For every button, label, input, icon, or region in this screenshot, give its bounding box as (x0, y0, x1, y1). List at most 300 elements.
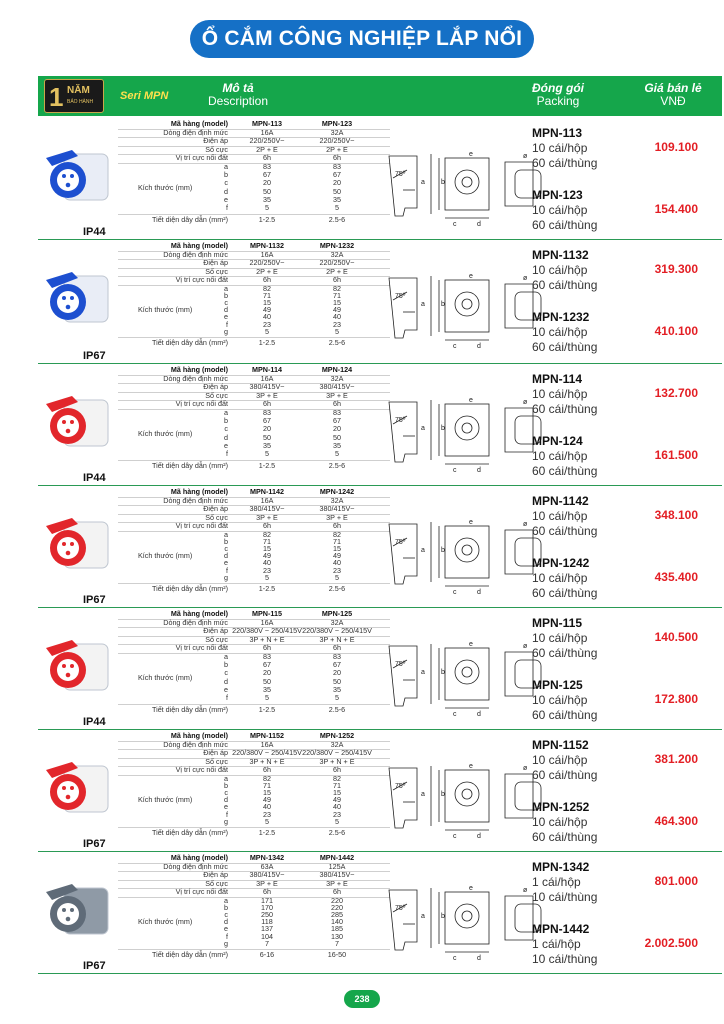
spec-value: 125A (328, 861, 346, 871)
spec-label: Điện áp (203, 748, 228, 758)
svg-text:d: d (477, 711, 481, 718)
spec-value: MPN-124 (321, 365, 353, 374)
model-code: MPN-1132 (532, 248, 589, 262)
svg-text:a: a (421, 791, 425, 798)
packing-box: 10 cái/hộp (532, 141, 588, 155)
model-code: MPN-113 (532, 126, 583, 140)
spec-row (118, 392, 390, 401)
dimension-value: 5 (265, 449, 269, 458)
dimension-value: 7 (335, 938, 339, 948)
spec-label: Vị trí cực nối đất (175, 887, 228, 897)
wire-value: 2.5-6 (328, 337, 346, 347)
dimension-value: 5 (265, 203, 269, 212)
packing-box: 1 cái/hộp (532, 937, 581, 951)
retail-price: 140.500 (654, 630, 698, 644)
svg-text:b: b (441, 179, 445, 186)
dimension-letter: b (224, 903, 228, 913)
dimension-value: 49 (263, 795, 271, 805)
spec-value: 220/380V ~ 250/415V (232, 626, 302, 636)
spec-row (118, 880, 390, 889)
ip-rating: IP67 (83, 960, 106, 972)
spec-label: Điện áp (203, 136, 228, 146)
dimension-value: 67 (333, 660, 341, 670)
warranty-badge (44, 79, 104, 113)
ip-rating: IP67 (83, 350, 106, 362)
dimension-letter: d (224, 186, 228, 196)
dimension-value: 71 (333, 291, 341, 301)
spec-row (118, 383, 390, 392)
dimension-letter: f (226, 565, 228, 575)
wire-value: 2.5-6 (328, 215, 346, 225)
spec-value: 220/250V~ (319, 136, 355, 146)
spec-header-row (118, 366, 390, 375)
spec-value: 6h (263, 521, 271, 531)
dimension-letter: e (224, 924, 228, 934)
spec-label: Vị trí cực nối đất (175, 521, 228, 531)
spec-value: 3P + E (256, 878, 278, 888)
dimension-letter: g (224, 938, 228, 948)
dimension-value: 171 (261, 896, 273, 905)
product-section (38, 364, 722, 486)
spec-label: Điện áp (203, 258, 228, 268)
svg-text:e: e (469, 519, 473, 526)
size-label: Kích thước (mm) (138, 304, 193, 314)
spec-value: 220/250V~ (249, 258, 285, 268)
retail-price: 154.400 (654, 202, 698, 216)
retail-price: 435.400 (654, 570, 698, 584)
dimension-value: 35 (263, 684, 271, 694)
svg-text:b: b (441, 791, 445, 798)
dimension-letter: f (226, 931, 228, 941)
wire-value: 1-2.5 (258, 215, 276, 225)
spec-label: Số cực (205, 266, 228, 276)
spec-value: 3P + N + E (319, 634, 355, 644)
packing-box: 10 cái/hộp (532, 571, 588, 585)
spec-value: 16A (260, 617, 274, 627)
dimension-value: 50 (333, 432, 341, 442)
wire-label: Tiết diện dây dẫn (mm²) (151, 827, 228, 837)
spec-value: MPN-1252 (319, 731, 355, 740)
spec-row (118, 766, 390, 775)
product-section (38, 608, 722, 730)
svg-text:e: e (469, 641, 473, 648)
packing-box: 10 cái/hộp (532, 387, 588, 401)
size-label: Kích thước (mm) (138, 672, 193, 682)
wire-value: 1-2.5 (258, 705, 276, 715)
dimension-value: 5 (335, 449, 339, 458)
spec-value: 6h (333, 643, 341, 653)
svg-text:c: c (453, 343, 457, 350)
spec-value: 6h (263, 153, 271, 163)
spec-value: MPN-1132 (250, 241, 284, 250)
svg-text:e: e (469, 397, 473, 404)
svg-text:b: b (441, 425, 445, 432)
spec-value: 32A (330, 249, 344, 259)
svg-text:ø: ø (523, 399, 528, 406)
dimension-value: 40 (333, 802, 341, 812)
spec-header-row (118, 854, 390, 863)
spec-label: Vị trí cực nối đất (175, 399, 228, 409)
model-code: MPN-123 (532, 188, 583, 202)
model-code: MPN-125 (532, 678, 583, 692)
spec-label: Điện áp (203, 382, 228, 392)
spec-row (118, 259, 390, 268)
spec-value: 380/415V~ (249, 382, 285, 392)
svg-text:ø: ø (523, 153, 528, 160)
spec-value: 32A (330, 373, 344, 383)
spec-label: Điện áp (203, 504, 228, 514)
dimension-value: 82 (333, 284, 341, 293)
packing-box: 10 cái/hộp (532, 263, 588, 277)
ip-rating: IP44 (83, 716, 106, 728)
dimension-value: 71 (333, 537, 341, 547)
dimension-value: 82 (263, 530, 271, 539)
packing-carton: 60 cái/thùng (532, 464, 598, 478)
svg-text:75º: 75º (395, 783, 406, 790)
dimension-letter: e (224, 440, 228, 450)
svg-text:d: d (477, 467, 481, 474)
spec-value: 6h (333, 887, 341, 897)
svg-text:c: c (453, 955, 457, 962)
spec-value: 16A (260, 373, 274, 383)
dimension-letter: b (224, 781, 228, 791)
packing-carton: 10 cái/thùng (532, 890, 598, 904)
spec-label: Số cực (205, 512, 228, 522)
dimension-value: 23 (263, 809, 271, 819)
model-code: MPN-1342 (532, 860, 590, 874)
retail-price: 172.800 (654, 692, 698, 706)
dimension-value: 50 (263, 186, 271, 196)
spec-value: 3P + N + E (249, 634, 285, 644)
packing-carton: 60 cái/thùng (532, 524, 598, 538)
svg-text:d: d (477, 343, 481, 350)
packing-box: 1 cái/hộp (532, 875, 581, 889)
size-label: Kích thước (mm) (138, 182, 193, 192)
page-number: 238 (344, 990, 380, 1008)
packing-box: 10 cái/hộp (532, 449, 588, 463)
svg-text:e: e (469, 763, 473, 770)
model-code: MPN-1142 (532, 494, 589, 508)
retail-price: 381.200 (654, 752, 698, 766)
spec-label: Số cực (205, 390, 228, 400)
packing-box: 10 cái/hộp (532, 693, 588, 707)
dimension-value: 67 (333, 170, 341, 180)
spec-value: 220/380V ~ 250/415V (232, 748, 302, 758)
spec-value: 6h (263, 643, 271, 653)
spec-value: 380/415V~ (249, 504, 285, 514)
retail-price: 132.700 (654, 386, 698, 400)
dimension-value: 50 (263, 676, 271, 686)
packing-carton: 60 cái/thùng (532, 278, 598, 292)
spec-row (118, 871, 390, 880)
spec-value: MPN-125 (321, 609, 353, 618)
spec-value: 2P + E (256, 266, 278, 276)
dimension-value: 5 (335, 326, 339, 336)
spec-value: MPN-123 (321, 119, 353, 128)
dimension-value: 71 (263, 291, 271, 301)
ip-rating: IP67 (83, 594, 106, 606)
dimension-value: 40 (263, 802, 271, 812)
spec-value: 380/415V~ (319, 870, 355, 880)
wire-label: Tiết diện dây dẫn (mm²) (151, 583, 228, 593)
dimension-value: 20 (263, 178, 271, 188)
dimension-value: 15 (263, 544, 271, 554)
size-label: Kích thước (mm) (138, 794, 193, 804)
spec-value: 3P + N + E (319, 756, 355, 766)
dimension-value: 15 (333, 544, 341, 554)
spec-row (118, 276, 390, 285)
dimension-value: 49 (333, 795, 341, 805)
spec-label: Số cực (205, 144, 228, 154)
dimension-value: 35 (333, 194, 341, 204)
spec-value: 16A (260, 495, 274, 505)
spec-value: 6h (333, 399, 341, 409)
spec-value: MPN-1232 (319, 241, 355, 250)
spec-label: Dòng điện định mức (163, 617, 228, 627)
svg-text:a: a (421, 669, 425, 676)
dimension-value: 220 (331, 903, 343, 913)
dimension-value: 220 (331, 896, 343, 905)
svg-text:b: b (441, 547, 445, 554)
spec-row (118, 400, 390, 409)
dimension-value: 20 (263, 424, 271, 434)
product-image (38, 258, 116, 336)
spec-value: MPN-115 (252, 609, 282, 618)
retail-price: 319.300 (654, 262, 698, 276)
product-image (38, 136, 116, 214)
svg-text:d: d (477, 221, 481, 228)
dimension-value: 67 (263, 170, 271, 180)
spec-value: 32A (330, 739, 344, 749)
model-code: MPN-1232 (532, 310, 590, 324)
spec-value: 2P + E (326, 144, 348, 154)
wire-label: Tiết diện dây dẫn (mm²) (151, 705, 228, 715)
dimension-letter: d (224, 795, 228, 805)
spec-row (118, 644, 390, 653)
dimension-value: 185 (331, 924, 343, 934)
svg-text:e: e (469, 273, 473, 280)
svg-text:a: a (421, 913, 425, 920)
badge-word: NĂM (67, 85, 90, 96)
wire-label: Tiết diện dây dẫn (mm²) (151, 461, 228, 471)
spec-value: 3P + E (256, 512, 278, 522)
dimension-value: 40 (263, 312, 271, 322)
spec-label: Mã hàng (model) (170, 853, 228, 862)
spec-value: 2P + E (256, 144, 278, 154)
packing-carton: 60 cái/thùng (532, 402, 598, 416)
spec-label: Số cực (205, 634, 228, 644)
page-title: Ổ CẮM CÔNG NGHIỆP LẮP NỔI (190, 20, 534, 58)
spec-value: 380/415V~ (319, 504, 355, 514)
retail-price: 464.300 (654, 814, 698, 828)
spec-table (118, 120, 390, 238)
spec-label: Mã hàng (model) (170, 609, 228, 618)
dimension-letter: a (224, 284, 228, 293)
dimension-letter: e (224, 194, 228, 204)
spec-row (118, 888, 390, 897)
svg-text:d: d (477, 589, 481, 596)
dimension-value: 170 (261, 903, 273, 913)
spec-label: Điện áp (203, 626, 228, 636)
spec-value: 220/380V ~ 250/415V (302, 626, 372, 636)
spec-row (118, 514, 390, 523)
product-section (38, 852, 722, 974)
svg-text:ø: ø (523, 275, 528, 282)
spec-label: Mã hàng (model) (170, 487, 228, 496)
spec-header-row (118, 488, 390, 497)
spec-table (118, 732, 390, 850)
dimension-letter: d (224, 305, 228, 315)
spec-header-row (118, 120, 390, 129)
packing-carton: 60 cái/thùng (532, 340, 598, 354)
dimension-value: 67 (263, 416, 271, 426)
model-code: MPN-1442 (532, 922, 590, 936)
dimension-value: 67 (333, 416, 341, 426)
spec-value: 6h (333, 765, 341, 775)
svg-text:c: c (453, 833, 457, 840)
svg-text:c: c (453, 221, 457, 228)
packing-carton: 10 cái/thùng (532, 952, 598, 966)
spec-label: Vị trí cực nối đất (175, 275, 228, 285)
dimension-value: 83 (333, 162, 341, 171)
ip-rating: IP44 (83, 226, 106, 238)
packing-carton: 60 cái/thùng (532, 218, 598, 232)
header-price-en: VNĐ (660, 94, 686, 108)
spec-value: MPN-1242 (319, 487, 355, 496)
spec-value: 3P + E (326, 390, 348, 400)
spec-row (118, 636, 390, 645)
packing-carton: 60 cái/thùng (532, 768, 598, 782)
spec-value: 3P + N + E (249, 756, 285, 766)
dimension-value: 82 (333, 774, 341, 783)
dimension-value: 20 (333, 178, 341, 188)
dimension-value: 5 (335, 816, 339, 826)
packing-box: 10 cái/hộp (532, 815, 588, 829)
dimension-value: 71 (333, 781, 341, 791)
dimension-value: 15 (333, 788, 341, 798)
model-code: MPN-124 (532, 434, 583, 448)
spec-value: 63A (260, 861, 274, 871)
model-code: MPN-1152 (532, 738, 589, 752)
ip-rating: IP67 (83, 838, 106, 850)
badge-sub: BẢO HÀNH (67, 99, 94, 105)
dimension-value: 49 (333, 551, 341, 561)
spec-label: Vị trí cực nối đất (175, 643, 228, 653)
wire-value: 2.5-6 (328, 705, 346, 715)
spec-value: 6h (263, 765, 271, 775)
dimension-letter: b (224, 291, 228, 301)
spec-label: Mã hàng (model) (170, 241, 228, 250)
spec-row (118, 758, 390, 767)
wire-value: 1-2.5 (258, 461, 276, 471)
spec-label: Số cực (205, 756, 228, 766)
header-desc-vi: Mô tả (222, 81, 254, 95)
spec-value: MPN-1442 (319, 853, 355, 862)
svg-text:c: c (453, 711, 457, 718)
spec-row (118, 146, 390, 155)
dimension-value: 35 (263, 440, 271, 450)
product-image (38, 382, 116, 460)
dimension-letter: c (224, 178, 228, 188)
spec-value: MPN-114 (252, 365, 282, 374)
spec-label: Dòng điện định mức (163, 739, 228, 749)
spec-label: Mã hàng (model) (170, 365, 228, 374)
dimension-letter: f (226, 809, 228, 819)
packing-box: 10 cái/hộp (532, 509, 588, 523)
size-label: Kích thước (mm) (138, 428, 193, 438)
spec-value: 220/380V ~ 250/415V (302, 748, 372, 758)
series-label: Seri MPN (120, 90, 169, 102)
dimension-value: 5 (335, 693, 339, 702)
dimension-value: 20 (263, 668, 271, 678)
svg-text:b: b (441, 301, 445, 308)
spec-label: Dòng điện định mức (163, 861, 228, 871)
wire-value: 2.5-6 (328, 583, 346, 593)
spec-value: 6h (263, 887, 271, 897)
dimension-value: 67 (263, 660, 271, 670)
retail-price: 2.002.500 (644, 936, 698, 950)
retail-price: 161.500 (654, 448, 698, 462)
size-label: Kích thước (mm) (138, 916, 193, 926)
retail-price: 801.000 (654, 874, 698, 888)
svg-text:ø: ø (523, 765, 528, 772)
svg-text:d: d (477, 955, 481, 962)
model-code: MPN-114 (532, 372, 583, 386)
product-section (38, 240, 722, 364)
svg-text:a: a (421, 179, 425, 186)
packing-box: 10 cái/hộp (532, 753, 588, 767)
retail-price: 109.100 (654, 140, 698, 154)
packing-carton: 60 cái/thùng (532, 646, 598, 660)
dimension-value: 23 (333, 809, 341, 819)
model-code: MPN-1252 (532, 800, 590, 814)
spec-value: 3P + E (326, 878, 348, 888)
spec-value: MPN-113 (252, 119, 282, 128)
wire-label: Tiết diện dây dẫn (mm²) (151, 337, 228, 347)
svg-text:a: a (421, 425, 425, 432)
product-section (38, 486, 722, 608)
dimension-value: 83 (263, 652, 271, 661)
dimension-letter: g (224, 816, 228, 826)
retail-price: 410.100 (654, 324, 698, 338)
svg-text:e: e (469, 885, 473, 892)
header-desc-en: Description (207, 94, 269, 108)
spec-row (118, 137, 390, 146)
header-price-vi: Giá bán lẻ (644, 81, 702, 95)
dimension-value: 83 (333, 652, 341, 661)
svg-text:a: a (421, 301, 425, 308)
dimension-letter: e (224, 684, 228, 694)
spec-value: MPN-1152 (250, 731, 284, 740)
dimension-letter: b (224, 416, 228, 426)
dimension-value: 49 (263, 551, 271, 561)
dimension-value: 50 (333, 676, 341, 686)
dimension-value: 23 (333, 319, 341, 329)
ip-rating: IP44 (83, 472, 106, 484)
dimension-value: 23 (263, 565, 271, 575)
product-image (38, 870, 116, 948)
dimension-value: 285 (331, 910, 343, 920)
spec-value: 220/250V~ (319, 258, 355, 268)
dimension-letter: d (224, 551, 228, 561)
table-header (38, 76, 722, 116)
spec-value: 6h (263, 275, 271, 285)
svg-text:d: d (477, 833, 481, 840)
dimension-value: 35 (333, 684, 341, 694)
dimension-value: 83 (263, 162, 271, 171)
dimension-letter: d (224, 917, 228, 927)
packing-carton: 60 cái/thùng (532, 830, 598, 844)
